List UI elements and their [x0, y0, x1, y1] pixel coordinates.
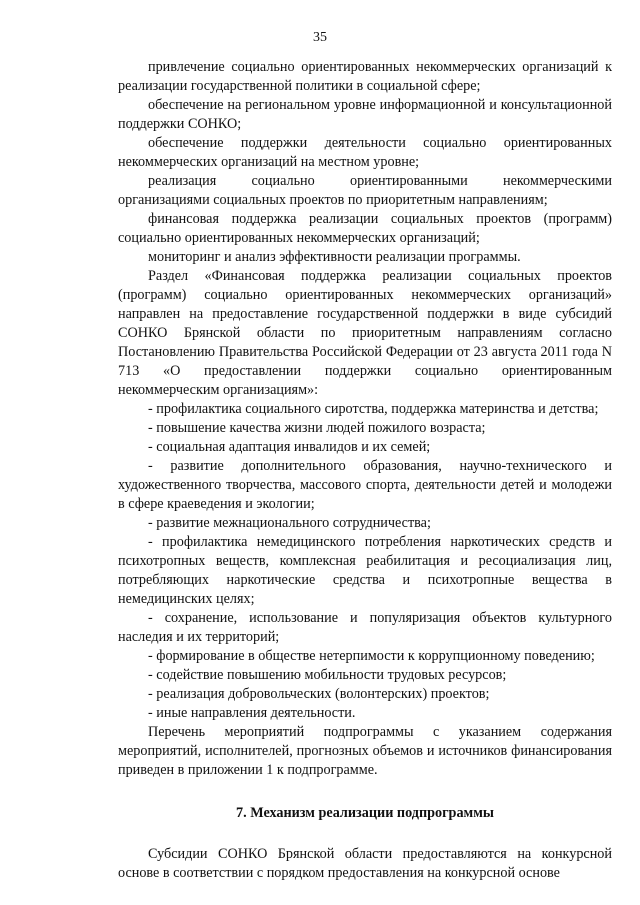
- paragraph: - повышение качества жизни людей пожилого возраста;: [148, 420, 486, 436]
- paragraph: - профилактика немедицинского потребления наркотических средств и психотропных веществ, комплексная реабилитация и ресоциализация лиц, потребляющих наркотические средства и психотропные вещества в немедицинских целях;: [118, 534, 612, 607]
- page-number: 35: [313, 30, 327, 45]
- paragraph: - развитие межнационального сотрудничества;: [148, 515, 431, 531]
- document-body: [118, 58, 612, 883]
- paragraph: реализация социально ориентированными некоммерческими организациями социальных проектов по приоритетным направлениям;: [118, 173, 612, 208]
- paragraph: обеспечение поддержки деятельности социально ориентированных некоммерческих организаций на местном уровне;: [118, 135, 612, 170]
- paragraph: Перечень мероприятий подпрограммы с указанием содержания мероприятий, исполнителей, прогнозных объемов и источников финансирования приведен в приложении 1 к подпрограмме.: [118, 724, 612, 778]
- paragraph: привлечение социально ориентированных некоммерческих организаций к реализации государственной политики в социальной сфере;: [118, 59, 612, 94]
- paragraph: мониторинг и анализ эффективности реализации программы.: [148, 249, 521, 265]
- paragraph: - иные направления деятельности.: [148, 705, 356, 721]
- paragraph: - реализация добровольческих (волонтерских) проектов;: [148, 686, 490, 702]
- section-heading: 7. Механизм реализации подпрограммы: [236, 805, 494, 821]
- paragraph: Раздел «Финансовая поддержка реализации социальных проектов (программ) социально ориентированных некоммерческих организаций» направлен на предоставление государственной поддержки в виде субсидий СОНКО Брянской области по приоритетным направлениям согласно Постановлению Правительства Российской Федерации от 23 августа 2011 года N 713 «О предоставлении поддержки социально ориентированным некоммерческим организациям»:: [118, 268, 612, 398]
- paragraphs-before-heading: [118, 58, 612, 780]
- paragraph: обеспечение на региональном уровне информационной и консультационной поддержки СОНКО;: [118, 97, 612, 132]
- paragraph: - социальная адаптация инвалидов и их семей;: [148, 439, 431, 455]
- paragraph: - профилактика социального сиротства, поддержка материнства и детства;: [148, 401, 599, 417]
- paragraph: Субсидии СОНКО Брянской области предоставляются на конкурсной основе в соответствии с порядком предоставления на конкурсной основе: [118, 846, 612, 881]
- paragraph: - сохранение, использование и популяризация объектов культурного наследия и их территорий;: [118, 610, 612, 645]
- paragraph: - формирование в обществе нетерпимости к коррупционному поведению;: [148, 648, 595, 664]
- paragraph: - содействие повышению мобильности трудовых ресурсов;: [148, 667, 507, 683]
- paragraph: - развитие дополнительного образования, научно-технического и художественного творчества, массового спорта, деятельности детей и молодежи в сфере краеведения и экологии;: [118, 458, 612, 512]
- paragraphs-after-heading: [118, 845, 612, 883]
- paragraph: финансовая поддержка реализации социальных проектов (программ) социально ориентированных некоммерческих организаций;: [118, 211, 612, 246]
